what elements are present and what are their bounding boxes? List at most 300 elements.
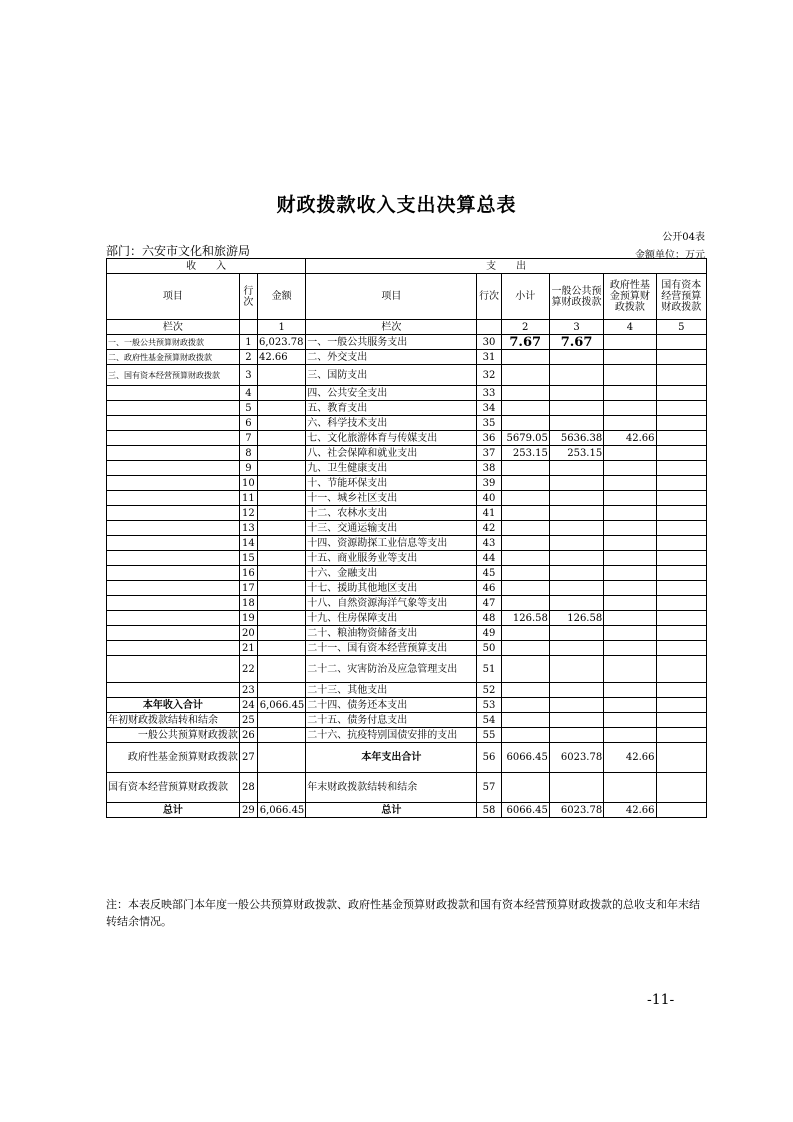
col-no-label: 栏次 xyxy=(107,320,240,335)
expense-fund xyxy=(604,476,656,491)
income-item-label xyxy=(107,611,240,626)
expense-fund xyxy=(604,335,656,350)
table-row xyxy=(107,506,707,521)
expense-state xyxy=(656,431,706,446)
expense-subtotal xyxy=(501,521,549,536)
income-amount xyxy=(257,416,305,431)
expense-fund xyxy=(604,683,656,698)
expense-fund xyxy=(604,596,656,611)
expense-subtotal xyxy=(501,641,549,656)
income-amount xyxy=(257,506,305,521)
expense-general xyxy=(549,401,603,416)
fund-budget-header: 政府性基金预算财政拨款 xyxy=(604,274,656,320)
income-row-no: 15 xyxy=(239,551,257,566)
income-amount xyxy=(257,551,305,566)
table-row xyxy=(107,803,707,818)
expense-item-label: 十三、交通运输支出 xyxy=(306,521,477,536)
expense-row-no: 43 xyxy=(477,536,501,551)
expense-subtotal xyxy=(501,713,549,728)
income-row-no: 16 xyxy=(239,566,257,581)
income-row-no: 13 xyxy=(239,521,257,536)
col-no-4: 4 xyxy=(604,320,656,335)
expense-row-no: 58 xyxy=(477,803,501,818)
expense-row-no: 36 xyxy=(477,431,501,446)
expense-subtotal xyxy=(501,491,549,506)
expense-row-no: 54 xyxy=(477,713,501,728)
expense-general xyxy=(549,491,603,506)
expense-subtotal xyxy=(501,401,549,416)
expense-item-label: 八、社会保障和就业支出 xyxy=(306,446,477,461)
carryover-income-label: 政府性基金预算财政拨款 xyxy=(107,743,240,773)
expense-subtotal xyxy=(501,683,549,698)
expense-item-label: 一、一般公共服务支出 xyxy=(306,335,477,350)
expense-row-no: 56 xyxy=(477,743,501,773)
income-amount xyxy=(257,476,305,491)
carryover-income-label: 年初财政拨款结转和结余 xyxy=(107,713,240,728)
grand-total-expense-label: 总计 xyxy=(306,803,477,818)
expense-state xyxy=(656,386,706,401)
income-amount xyxy=(257,641,305,656)
expense-item-label: 二十六、抗疫特别国债安排的支出 xyxy=(306,728,477,743)
table-row xyxy=(107,743,707,773)
expense-general: 126.58 xyxy=(549,611,603,626)
income-row-no: 20 xyxy=(239,626,257,641)
table-row xyxy=(107,521,707,536)
expense-row-no: 32 xyxy=(477,365,501,386)
income-item-label xyxy=(107,551,240,566)
income-item-label: 二、政府性基金预算财政拨款 xyxy=(107,350,240,365)
income-item-label xyxy=(107,401,240,416)
col-no-1: 1 xyxy=(257,320,305,335)
income-amount xyxy=(257,656,305,683)
expense-state xyxy=(656,335,706,350)
income-amount xyxy=(257,743,305,773)
expense-subtotal: 253.15 xyxy=(501,446,549,461)
page-number: -11- xyxy=(647,992,675,1008)
income-amount: 42.66 xyxy=(257,350,305,365)
expense-state xyxy=(656,521,706,536)
income-amount xyxy=(257,566,305,581)
expense-row-no: 35 xyxy=(477,416,501,431)
income-amount: 6,023.78 xyxy=(257,335,305,350)
expense-general xyxy=(549,476,603,491)
income-item-label xyxy=(107,536,240,551)
table-row xyxy=(107,728,707,743)
expense-subtotal xyxy=(501,551,549,566)
income-row-no: 7 xyxy=(239,431,257,446)
expense-subtotal xyxy=(501,728,549,743)
income-row-no: 24 xyxy=(239,698,257,713)
income-row-no: 23 xyxy=(239,683,257,698)
expense-general xyxy=(549,596,603,611)
expense-item-label: 六、科学技术支出 xyxy=(306,416,477,431)
table-row xyxy=(107,431,707,446)
expense-state xyxy=(656,683,706,698)
expense-state xyxy=(656,446,706,461)
table-row xyxy=(107,566,707,581)
expense-state xyxy=(656,401,706,416)
col-no-2: 2 xyxy=(501,320,549,335)
income-row-no: 26 xyxy=(239,728,257,743)
income-amount xyxy=(257,596,305,611)
income-item-label xyxy=(107,581,240,596)
expense-item-label: 九、卫生健康支出 xyxy=(306,461,477,476)
expense-general xyxy=(549,536,603,551)
expense-subtotal xyxy=(501,461,549,476)
expense-fund xyxy=(604,386,656,401)
expense-item-label: 五、教育支出 xyxy=(306,401,477,416)
table-row xyxy=(107,476,707,491)
income-amount-header: 金额 xyxy=(257,274,305,320)
expense-item-label: 二十五、债务付息支出 xyxy=(306,713,477,728)
grand-total-label: 总计 xyxy=(107,803,240,818)
expense-total-fund: 42.66 xyxy=(604,743,656,773)
expense-subtotal xyxy=(501,626,549,641)
expense-general xyxy=(549,713,603,728)
expense-state xyxy=(656,416,706,431)
expense-subtotal xyxy=(501,596,549,611)
income-amount xyxy=(257,581,305,596)
expense-state xyxy=(656,641,706,656)
expense-state xyxy=(656,365,706,386)
expense-row-no: 45 xyxy=(477,566,501,581)
expense-item-label: 十二、农林水支出 xyxy=(306,506,477,521)
carryover-expense-label: 年末财政拨款结转和结余 xyxy=(306,773,477,803)
expense-general xyxy=(549,461,603,476)
expense-fund xyxy=(604,350,656,365)
expense-fund xyxy=(604,626,656,641)
expense-fund xyxy=(604,641,656,656)
expense-general: 253.15 xyxy=(549,446,603,461)
expense-fund xyxy=(604,773,656,803)
carryover-income-label: 一般公共预算财政拨款 xyxy=(107,728,240,743)
expense-general: 7.67 xyxy=(549,335,603,350)
expense-fund xyxy=(604,521,656,536)
income-amount xyxy=(257,773,305,803)
expense-general xyxy=(549,773,603,803)
expense-general xyxy=(549,566,603,581)
state-capital-header: 国有资本经营预算财政拨款 xyxy=(656,274,706,320)
table-row xyxy=(107,611,707,626)
income-row-no: 8 xyxy=(239,446,257,461)
table-row xyxy=(107,683,707,698)
expense-fund xyxy=(604,461,656,476)
grand-total-general: 6023.78 xyxy=(549,803,603,818)
table-row xyxy=(107,596,707,611)
expense-total-general: 6023.78 xyxy=(549,743,603,773)
table-row xyxy=(107,551,707,566)
income-amount xyxy=(257,365,305,386)
expense-state xyxy=(656,551,706,566)
table-row xyxy=(107,536,707,551)
income-row-no: 21 xyxy=(239,641,257,656)
table-row xyxy=(107,416,707,431)
income-row-no: 10 xyxy=(239,476,257,491)
expense-fund xyxy=(604,611,656,626)
expense-item-label: 四、公共安全支出 xyxy=(306,386,477,401)
income-row-no: 28 xyxy=(239,773,257,803)
expense-state xyxy=(656,536,706,551)
expense-subtotal xyxy=(501,416,549,431)
expense-row-no: 47 xyxy=(477,596,501,611)
expense-fund xyxy=(604,713,656,728)
expense-general xyxy=(549,683,603,698)
expense-item-label: 十六、金融支出 xyxy=(306,566,477,581)
expense-state xyxy=(656,698,706,713)
expense-item-label: 十五、商业服务业等支出 xyxy=(306,551,477,566)
expense-row-no: 46 xyxy=(477,581,501,596)
grand-total-fund: 42.66 xyxy=(604,803,656,818)
expense-row-no: 30 xyxy=(477,335,501,350)
expense-fund xyxy=(604,446,656,461)
expense-item-label: 十八、自然资源海洋气象等支出 xyxy=(306,596,477,611)
expense-row-no: 49 xyxy=(477,626,501,641)
expense-subtotal xyxy=(501,350,549,365)
income-amount xyxy=(257,683,305,698)
income-row-no: 12 xyxy=(239,506,257,521)
income-amount xyxy=(257,386,305,401)
expense-state xyxy=(656,350,706,365)
table-row xyxy=(107,365,707,386)
income-item-label xyxy=(107,626,240,641)
expense-subtotal xyxy=(501,536,549,551)
form-id: 公开04表 xyxy=(662,232,705,243)
expense-row-no: 48 xyxy=(477,611,501,626)
expense-item-label: 二、外交支出 xyxy=(306,350,477,365)
expense-row-no: 37 xyxy=(477,446,501,461)
expense-subtotal xyxy=(501,365,549,386)
expense-row-no: 50 xyxy=(477,641,501,656)
income-amount xyxy=(257,431,305,446)
expense-general xyxy=(549,641,603,656)
income-item-label xyxy=(107,461,240,476)
subtotal-header: 小计 xyxy=(501,274,549,320)
expense-fund xyxy=(604,536,656,551)
expense-state xyxy=(656,611,706,626)
col-no-label: 栏次 xyxy=(306,320,477,335)
income-total-amount: 6,066.45 xyxy=(257,698,305,713)
expense-item-label: 十四、资源勘探工业信息等支出 xyxy=(306,536,477,551)
income-amount xyxy=(257,446,305,461)
expense-general xyxy=(549,698,603,713)
expense-fund xyxy=(604,698,656,713)
expense-item-label: 二十四、债务还本支出 xyxy=(306,698,477,713)
table-row xyxy=(107,491,707,506)
expense-state xyxy=(656,461,706,476)
income-row-no: 27 xyxy=(239,743,257,773)
expense-general xyxy=(549,350,603,365)
expense-subtotal xyxy=(501,566,549,581)
expense-subtotal xyxy=(501,476,549,491)
income-amount xyxy=(257,626,305,641)
income-row-no: 9 xyxy=(239,461,257,476)
income-row-no: 5 xyxy=(239,401,257,416)
income-row-no: 22 xyxy=(239,656,257,683)
expense-row-no: 57 xyxy=(477,773,501,803)
table-row xyxy=(107,461,707,476)
expense-fund xyxy=(604,566,656,581)
income-item-label xyxy=(107,386,240,401)
income-item-label xyxy=(107,683,240,698)
income-row-no: 29 xyxy=(239,803,257,818)
expense-state xyxy=(656,581,706,596)
footnote: 注：本表反映部门本年度一般公共预算财政拨款、政府性基金预算财政拨款和国有资本经营预算财政拨款的总收支和年末结转结余情况。 xyxy=(106,898,700,928)
expense-subtotal xyxy=(501,506,549,521)
expense-item-label: 十一、城乡社区支出 xyxy=(306,491,477,506)
expense-total-state xyxy=(656,743,706,773)
expense-state xyxy=(656,626,706,641)
expense-fund xyxy=(604,365,656,386)
expense-general xyxy=(549,581,603,596)
income-row-no-header: 行次 xyxy=(239,274,257,320)
col-no-3: 3 xyxy=(549,320,603,335)
income-amount xyxy=(257,521,305,536)
expense-general xyxy=(549,626,603,641)
table-row xyxy=(107,335,707,350)
income-total-label: 本年收入合计 xyxy=(107,698,240,713)
expense-row-no: 41 xyxy=(477,506,501,521)
budget-summary-table xyxy=(106,258,707,818)
expense-subtotal xyxy=(501,386,549,401)
table-row xyxy=(107,386,707,401)
grand-total-state xyxy=(656,803,706,818)
expense-total-label: 本年支出合计 xyxy=(306,743,477,773)
table-row xyxy=(107,626,707,641)
income-row-no: 6 xyxy=(239,416,257,431)
expense-subtotal xyxy=(501,773,549,803)
expense-state xyxy=(656,566,706,581)
general-budget-header: 一般公共预算财政拨款 xyxy=(549,274,603,320)
income-row-no: 19 xyxy=(239,611,257,626)
expense-row-no: 55 xyxy=(477,728,501,743)
income-row-no: 2 xyxy=(239,350,257,365)
expense-row-no: 40 xyxy=(477,491,501,506)
income-item-label xyxy=(107,476,240,491)
income-row-no: 25 xyxy=(239,713,257,728)
income-item-label xyxy=(107,596,240,611)
expense-item-label: 二十、粮油物资储备支出 xyxy=(306,626,477,641)
expense-subtotal: 7.67 xyxy=(501,335,549,350)
expense-row-no: 44 xyxy=(477,551,501,566)
income-item-label: 三、国有资本经营预算财政拨款 xyxy=(107,365,240,386)
expense-state xyxy=(656,728,706,743)
expense-row-no: 38 xyxy=(477,461,501,476)
income-item-label xyxy=(107,521,240,536)
income-header: 收 入 xyxy=(107,259,306,274)
expense-total-subtotal: 6066.45 xyxy=(501,743,549,773)
expense-item-label: 二十二、灾害防治及应急管理支出 xyxy=(306,656,477,683)
expense-subtotal xyxy=(501,698,549,713)
carryover-income-label: 国有资本经营预算财政拨款 xyxy=(107,773,240,803)
expense-row-no-header: 行次 xyxy=(477,274,501,320)
expense-state xyxy=(656,713,706,728)
expense-general xyxy=(549,551,603,566)
expense-row-no: 34 xyxy=(477,401,501,416)
income-row-no: 11 xyxy=(239,491,257,506)
expense-subtotal: 126.58 xyxy=(501,611,549,626)
expense-fund xyxy=(604,656,656,683)
expense-general: 5636.38 xyxy=(549,431,603,446)
expense-general xyxy=(549,728,603,743)
expense-item-header: 项目 xyxy=(306,274,477,320)
expense-general xyxy=(549,365,603,386)
expense-row-no: 39 xyxy=(477,476,501,491)
expense-state xyxy=(656,476,706,491)
expense-fund xyxy=(604,401,656,416)
expense-row-no: 33 xyxy=(477,386,501,401)
expense-general xyxy=(549,416,603,431)
income-row-no: 17 xyxy=(239,581,257,596)
expense-item-label: 十、节能环保支出 xyxy=(306,476,477,491)
table-row xyxy=(107,773,707,803)
expense-row-no: 51 xyxy=(477,656,501,683)
expense-fund xyxy=(604,581,656,596)
table-row xyxy=(107,713,707,728)
table-row xyxy=(107,698,707,713)
expense-item-label: 十九、住房保障支出 xyxy=(306,611,477,626)
expense-item-label: 二十一、国有资本经营预算支出 xyxy=(306,641,477,656)
expense-general xyxy=(549,386,603,401)
table-row xyxy=(107,401,707,416)
income-item-label xyxy=(107,416,240,431)
expense-subtotal: 5679.05 xyxy=(501,431,549,446)
table-row xyxy=(107,350,707,365)
income-amount xyxy=(257,536,305,551)
income-amount xyxy=(257,401,305,416)
department-label: 部门：六安市文化和旅游局 xyxy=(106,244,251,258)
table-row xyxy=(107,446,707,461)
income-item-label xyxy=(107,431,240,446)
income-item-label xyxy=(107,566,240,581)
income-item-label xyxy=(107,491,240,506)
income-amount xyxy=(257,491,305,506)
expense-general xyxy=(549,521,603,536)
expense-item-label: 三、国防支出 xyxy=(306,365,477,386)
expense-general xyxy=(549,656,603,683)
expense-row-no: 31 xyxy=(477,350,501,365)
expense-general xyxy=(549,506,603,521)
income-row-no: 1 xyxy=(239,335,257,350)
expense-fund xyxy=(604,728,656,743)
expense-header: 支 出 xyxy=(306,259,707,274)
expense-fund xyxy=(604,551,656,566)
expense-subtotal xyxy=(501,656,549,683)
expense-fund: 42.66 xyxy=(604,431,656,446)
table-row xyxy=(107,581,707,596)
expense-fund xyxy=(604,491,656,506)
income-amount xyxy=(257,713,305,728)
expense-item-label: 二十三、其他支出 xyxy=(306,683,477,698)
table-row xyxy=(107,641,707,656)
expense-fund xyxy=(604,506,656,521)
expense-state xyxy=(656,506,706,521)
income-item-label xyxy=(107,446,240,461)
expense-row-no: 52 xyxy=(477,683,501,698)
income-row-no: 14 xyxy=(239,536,257,551)
expense-row-no: 42 xyxy=(477,521,501,536)
expense-state xyxy=(656,773,706,803)
expense-subtotal xyxy=(501,581,549,596)
col-no-5: 5 xyxy=(656,320,706,335)
income-row-no: 18 xyxy=(239,596,257,611)
income-item-label xyxy=(107,506,240,521)
expense-state xyxy=(656,491,706,506)
income-row-no: 4 xyxy=(239,386,257,401)
grand-total-subtotal: 6066.45 xyxy=(501,803,549,818)
expense-state xyxy=(656,656,706,683)
income-amount xyxy=(257,611,305,626)
income-amount xyxy=(257,461,305,476)
